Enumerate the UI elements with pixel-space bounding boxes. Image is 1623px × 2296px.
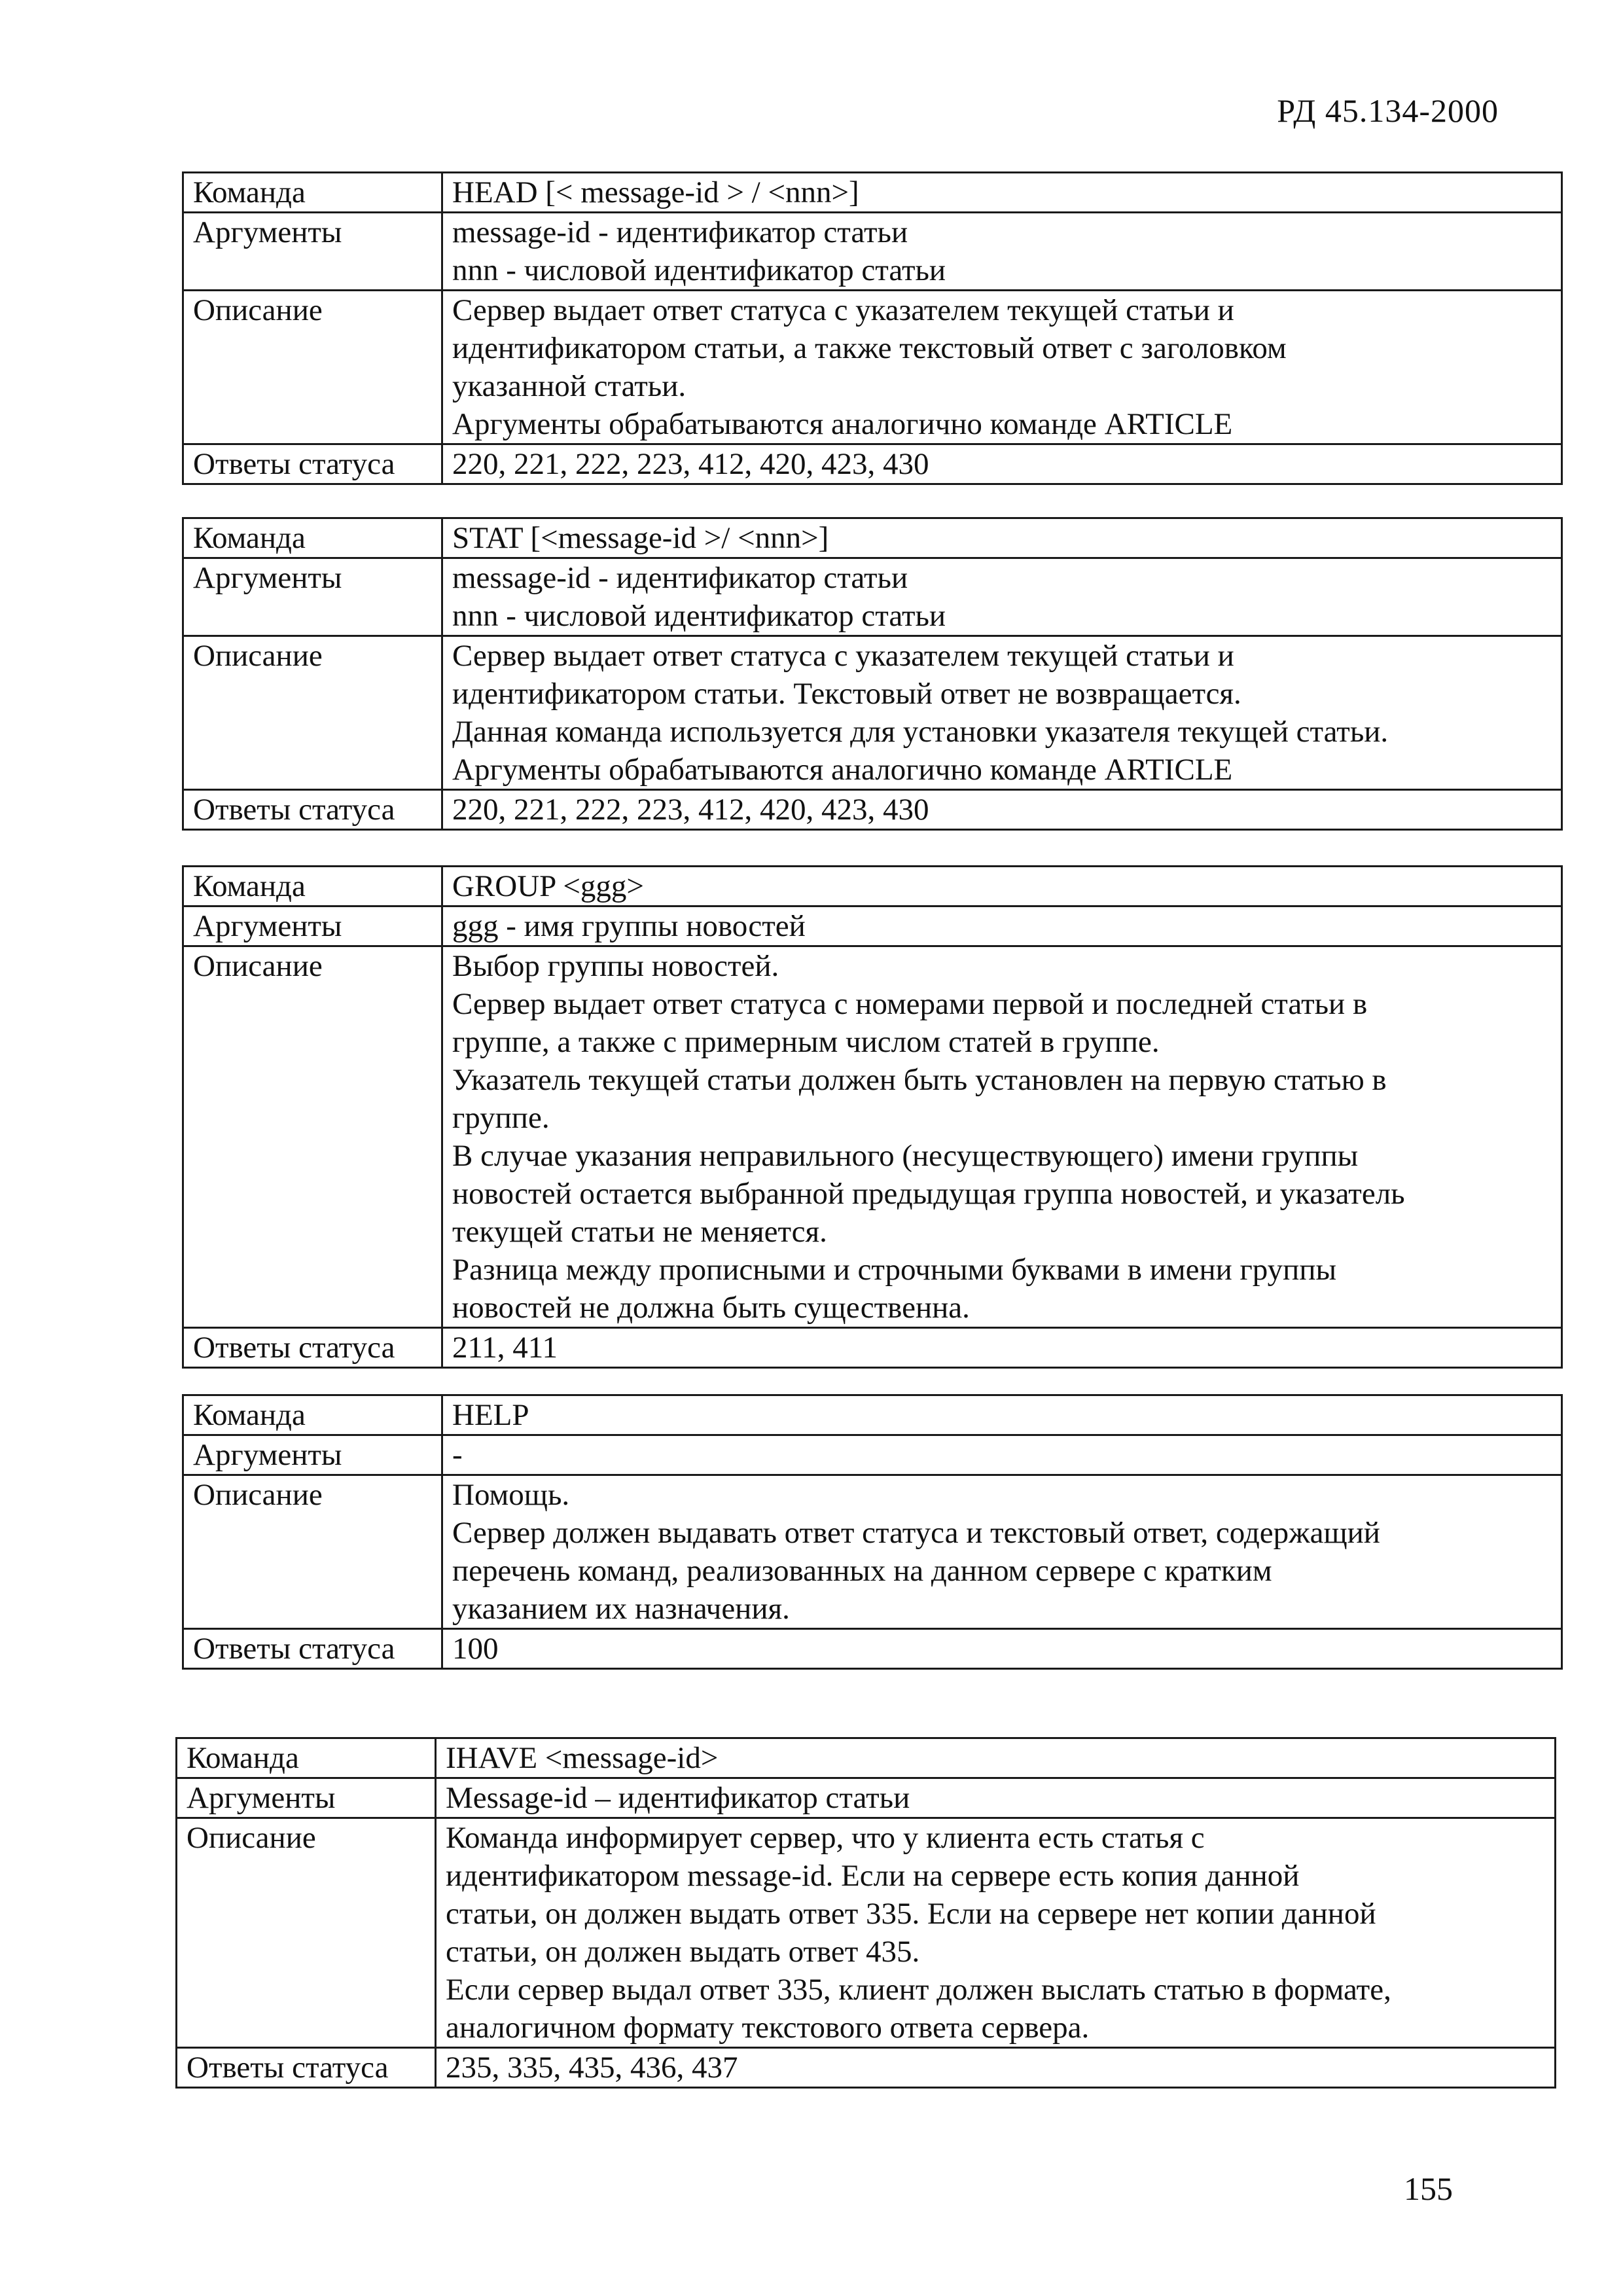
description-line: идентификатором статьи, а также текстовый ответ с заголовком xyxy=(452,331,1287,365)
description-label: Описание xyxy=(183,636,442,790)
command-label: Команда xyxy=(183,173,442,213)
arguments-value xyxy=(442,1435,1562,1475)
command-label: Команда xyxy=(183,1395,442,1435)
command-table-group xyxy=(182,865,1563,1369)
description-line: статьи, он должен выдать ответ 435. xyxy=(446,1935,920,1969)
description-line: Аргументы обрабатываются аналогично команде ARTICLE xyxy=(452,407,1233,441)
status-label: Ответы статуса xyxy=(183,444,442,484)
status-row xyxy=(177,2048,1556,2088)
arguments-line: Message-id – идентификатор статьи xyxy=(446,1781,910,1815)
arguments-line: - xyxy=(452,1438,463,1472)
arguments-row xyxy=(183,1435,1562,1475)
description-value xyxy=(442,291,1562,444)
description-line: Данная команда используется для установки указателя текущей статьи. xyxy=(452,715,1389,749)
command-value: STAT [<message-id >/ <nnn>] xyxy=(442,518,1562,558)
arguments-line: nnn - числовой идентификатор статьи xyxy=(452,599,946,633)
description-line: Выбор группы новостей. xyxy=(452,949,779,983)
description-line: группе, а также с примерным числом статей в группе. xyxy=(452,1025,1160,1059)
description-line: Разница между прописными и строчными буквами в имени группы xyxy=(452,1253,1337,1287)
arguments-line: message-id - идентификатор статьи xyxy=(452,561,908,595)
arguments-row xyxy=(177,1778,1556,1818)
status-label: Ответы статуса xyxy=(183,790,442,830)
description-line: текущей статьи не меняется. xyxy=(452,1215,827,1249)
description-line: статьи, он должен выдать ответ 335. Если на сервере нет копии данной xyxy=(446,1897,1376,1931)
description-value xyxy=(436,1818,1556,2048)
arguments-line: message-id - идентификатор статьи xyxy=(452,215,908,249)
description-line: идентификатором статьи. Текстовый ответ не возвращается. xyxy=(452,677,1241,711)
description-row xyxy=(183,636,1562,790)
description-line: идентификатором message-id. Если на сервере есть копия данной xyxy=(446,1859,1300,1893)
status-value: 100 xyxy=(442,1629,1562,1669)
status-value: 220, 221, 222, 223, 412, 420, 423, 430 xyxy=(442,444,1562,484)
description-line: указанной статьи. xyxy=(452,369,687,403)
command-value: HELP xyxy=(442,1395,1562,1435)
arguments-row xyxy=(183,906,1562,946)
command-row xyxy=(183,173,1562,213)
description-line: Если сервер выдал ответ 335, клиент должен выслать статью в формате, xyxy=(446,1973,1391,2007)
command-row xyxy=(183,867,1562,906)
command-value: GROUP <ggg> xyxy=(442,867,1562,906)
arguments-label: Аргументы xyxy=(183,213,442,291)
arguments-label: Аргументы xyxy=(183,1435,442,1475)
command-table-head xyxy=(182,171,1563,485)
description-row xyxy=(183,1475,1562,1629)
arguments-value xyxy=(442,906,1562,946)
document-code: РД 45.134-2000 xyxy=(1277,92,1499,129)
command-value: HEAD [< message-id > / <nnn>] xyxy=(442,173,1562,213)
description-line: перечень команд, реализованных на данном сервере с кратким xyxy=(452,1554,1272,1588)
arguments-value xyxy=(442,213,1562,291)
command-label: Команда xyxy=(177,1738,436,1778)
arguments-row xyxy=(183,213,1562,291)
status-row xyxy=(183,1328,1562,1368)
arguments-label: Аргументы xyxy=(177,1778,436,1818)
command-row xyxy=(177,1738,1556,1778)
description-line: В случае указания неправильного (несуществующего) имени группы xyxy=(452,1139,1359,1173)
description-line: группе. xyxy=(452,1101,550,1135)
status-row xyxy=(183,444,1562,484)
description-row xyxy=(177,1818,1556,2048)
page-number: 155 xyxy=(1404,2170,1453,2207)
command-label: Команда xyxy=(183,867,442,906)
status-value: 235, 335, 435, 436, 437 xyxy=(436,2048,1556,2088)
command-row xyxy=(183,518,1562,558)
description-line: Сервер выдает ответ статуса с указателем текущей статьи и xyxy=(452,293,1234,327)
arguments-label: Аргументы xyxy=(183,558,442,636)
status-value: 220, 221, 222, 223, 412, 420, 423, 430 xyxy=(442,790,1562,830)
arguments-value xyxy=(436,1778,1556,1818)
description-label: Описание xyxy=(177,1818,436,2048)
status-value: 211, 411 xyxy=(442,1328,1562,1368)
arguments-value xyxy=(442,558,1562,636)
description-label: Описание xyxy=(183,946,442,1328)
description-line: новостей остается выбранной предыдущая группа новостей, и указатель xyxy=(452,1177,1405,1211)
status-label: Ответы статуса xyxy=(183,1328,442,1368)
description-line: Сервер должен выдавать ответ статуса и текстовый ответ, содержащий xyxy=(452,1516,1380,1550)
description-value xyxy=(442,1475,1562,1629)
description-label: Описание xyxy=(183,1475,442,1629)
status-label: Ответы статуса xyxy=(183,1629,442,1669)
command-table-ihave xyxy=(175,1737,1556,2089)
description-line: Команда информирует сервер, что у клиента есть статья с xyxy=(446,1821,1205,1855)
description-row xyxy=(183,291,1562,444)
description-label: Описание xyxy=(183,291,442,444)
command-value: IHAVE <message-id> xyxy=(436,1738,1556,1778)
description-value xyxy=(442,636,1562,790)
status-row xyxy=(183,790,1562,830)
arguments-label: Аргументы xyxy=(183,906,442,946)
description-line: Помощь. xyxy=(452,1478,570,1512)
description-line: новостей не должна быть существенна. xyxy=(452,1291,970,1325)
description-line: Сервер выдает ответ статуса с указателем текущей статьи и xyxy=(452,639,1234,673)
description-line: указанием их назначения. xyxy=(452,1592,790,1626)
arguments-row xyxy=(183,558,1562,636)
arguments-line: ggg - имя группы новостей xyxy=(452,909,806,943)
arguments-line: nnn - числовой идентификатор статьи xyxy=(452,253,946,287)
description-line: Сервер выдает ответ статуса с номерами первой и последней статьи в xyxy=(452,987,1368,1021)
status-label: Ответы статуса xyxy=(177,2048,436,2088)
command-table-help xyxy=(182,1394,1563,1670)
description-line: Указатель текущей статьи должен быть установлен на первую статью в xyxy=(452,1063,1387,1097)
status-row xyxy=(183,1629,1562,1669)
description-line: Аргументы обрабатываются аналогично команде ARTICLE xyxy=(452,753,1233,787)
command-row xyxy=(183,1395,1562,1435)
description-row xyxy=(183,946,1562,1328)
description-line: аналогичном формату текстового ответа сервера. xyxy=(446,2011,1090,2045)
command-table-stat xyxy=(182,517,1563,831)
command-label: Команда xyxy=(183,518,442,558)
description-value xyxy=(442,946,1562,1328)
